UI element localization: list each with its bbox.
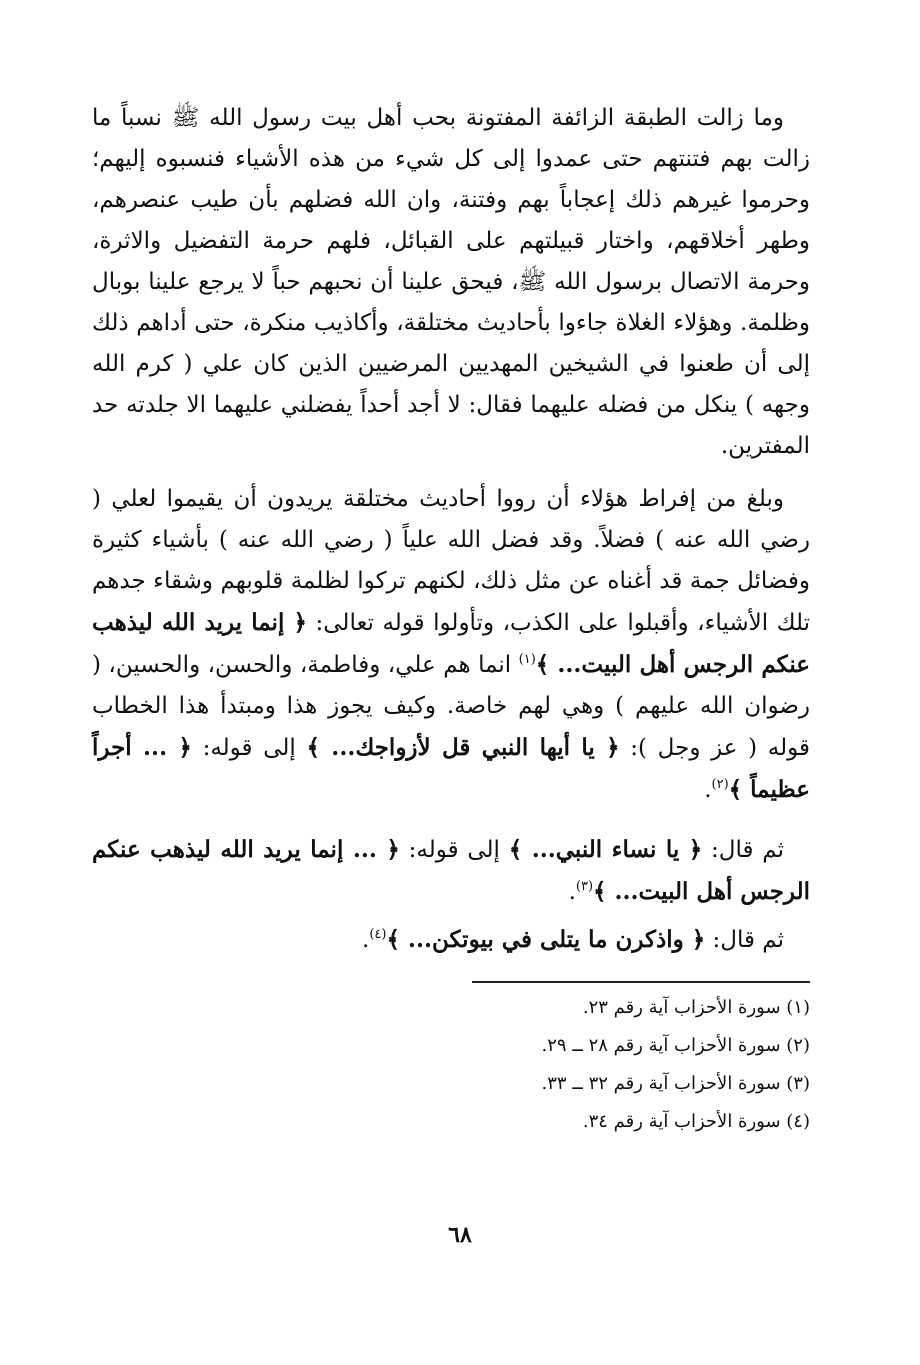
paragraph-4 bbox=[92, 919, 810, 961]
paragraph-4-text-a: ثم قال: bbox=[705, 927, 784, 953]
footnotes bbox=[92, 989, 810, 1141]
footnote-divider bbox=[472, 981, 810, 983]
quran-verse-5: ﴿ ... إنما يريد الله ليذهب عنكم الرجس أهل البيت... ﴾ bbox=[92, 836, 810, 905]
quran-verse-2: ﴿ يا أيها النبي قل لأزواجك... ﴾ bbox=[306, 734, 620, 761]
paragraph-2-text-b: انما هم علي، وفاطمة، والحسن، والحسين، ( رضوان الله عليهم ) وهي لهم خاصة. وكيف يجوز هذا ومبتدأ هذا الخطاب قوله ( عز وجل ): bbox=[92, 652, 811, 761]
paragraph-1-text: وما زالت الطبقة الزائفة المفتونة بحب أهل بيت رسول الله ﷺ نسباً ما زالت بهم فتنتهم حتى عمدوا إلى كل شيء من هذه الأشياء فنسبوه إليهم؛ وحرموا غيرهم ذلك إعجاباً بهم وفتنة، وان الله فضلهم بأن طيب عنصرهم، وطهر أخلاقهم، واختار قبيلتهم على القبائل، فلهم حرمة التفضيل والاثرة، وحرمة الاتصال برسول الله ﷺ، فيحق علينا أن نحبهم حباً لا يرجع علينا بوبال وظلمة. وهؤلاء الغلاة جاءوا بأحاديث مختلقة، وأكاذيب منكرة، حتى أداهم ذلك إلى أن طعنوا في الشيخين المهديين المرضيين الذين كان علي ( كرم الله وجهه ) ينكل من فضله عليهما فقال: لا أجد أحداً يفضلني عليهما الا جلدته حد المفترين. bbox=[92, 105, 810, 459]
footnote-ref-1[interactable]: (١) bbox=[518, 652, 536, 667]
footnote-ref-2[interactable]: (٢) bbox=[711, 777, 729, 792]
paragraph-3-text-b: إلى قوله: bbox=[399, 837, 509, 863]
footnote-ref-4[interactable]: (٤) bbox=[369, 927, 387, 942]
footnote-ref-3[interactable]: (٣) bbox=[575, 879, 594, 894]
quran-verse-6: ﴿ واذكرن ما يتلى في بيوتكن... ﴾ bbox=[386, 926, 706, 953]
paragraph-2-text-c: إلى قوله: bbox=[191, 735, 307, 761]
paragraph-3-end: . bbox=[568, 879, 576, 905]
quran-verse-1: ﴿ إنما يريد الله ليذهب عنكم الرجس أهل البيت... ﴾ bbox=[92, 609, 810, 678]
quran-verse-3: ﴿ ... أجراً عظيماً ﴾ bbox=[92, 734, 810, 803]
paragraph-2-text-a: وبلغ من إفراط هؤلاء أن رووا أحاديث مختلقة يريدون أن يقيموا لعلي ( رضي الله عنه ) فضلاً. وقد فضل الله علياً ( رضي الله عنه ) بأشياء كثيرة وفضائل جمة قد أغناه عن مثل ذلك، لكنهم تركوا لظلمة قلوبهم وشقاء جدهم تلك الأشياء، وأقبلوا على الكذب، وتأولوا قوله تعالى: bbox=[92, 486, 811, 636]
page-number: ٦٨ bbox=[448, 1222, 472, 1248]
paragraph-2 bbox=[92, 479, 810, 811]
footnote-4: (٤) سورة الأحزاب آية رقم ٣٤. bbox=[582, 1111, 810, 1132]
paragraph-2-end: . bbox=[704, 777, 712, 803]
footnote-3: (٣) سورة الأحزاب آية رقم ٣٢ ــ ٣٣. bbox=[541, 1073, 810, 1094]
paragraph-1 bbox=[92, 98, 810, 467]
paragraph-3-text-a: ثم قال: bbox=[702, 837, 784, 863]
quran-verse-4: ﴿ يا نساء النبي... ﴾ bbox=[508, 836, 703, 863]
footnote-1: (١) سورة الأحزاب آية رقم ٢٣. bbox=[582, 997, 810, 1018]
page-body bbox=[92, 98, 810, 1365]
footnote-2: (٢) سورة الأحزاب آية رقم ٢٨ ــ ٢٩. bbox=[541, 1035, 810, 1056]
paragraph-4-end: . bbox=[362, 927, 370, 953]
paragraph-3 bbox=[92, 829, 810, 913]
